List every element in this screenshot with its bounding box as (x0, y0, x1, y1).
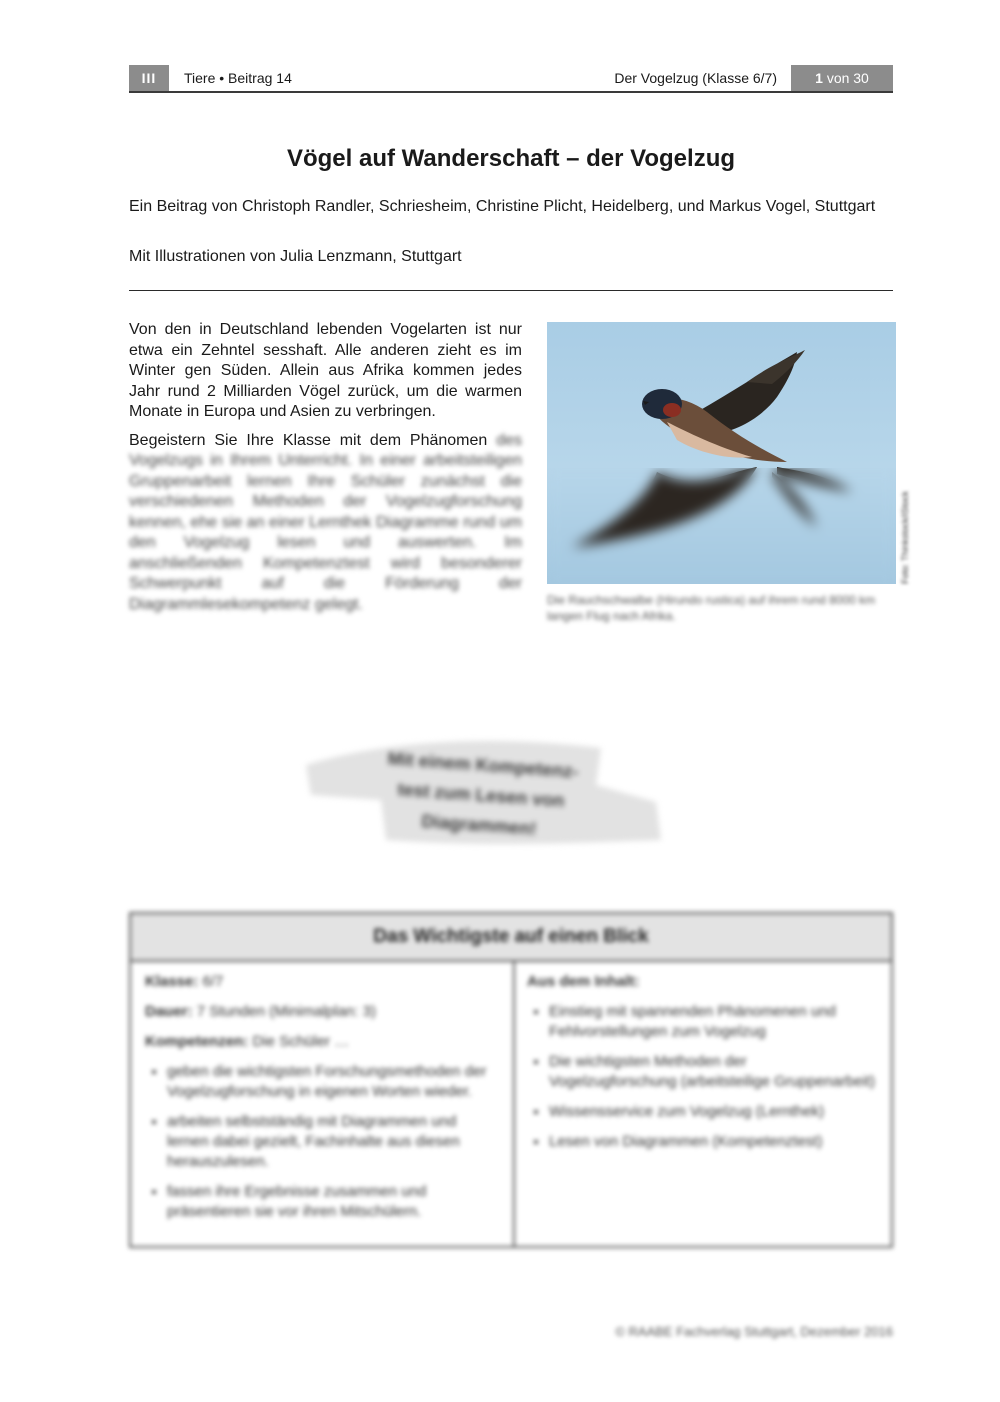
column-divider (513, 962, 515, 1248)
banner-line-1: Mit einem Kompetenz- (387, 748, 580, 782)
header-subject: Tiere • Beitrag 14 (184, 70, 292, 86)
overview-right-column (527, 972, 877, 1162)
page-header (129, 65, 893, 93)
kompetenzen-label: Kompetenzen: (145, 1033, 249, 1050)
kompetenzen-list (145, 1062, 495, 1222)
intro-paragraph-2-blurred: des Vogelzugs in Ihrem Unterricht. In einer arbeitsteiligen Gruppenarbeit lernen Ihre Schüler zunächst die verschiedenen Methoden der Vogelzugforschung kennen, ehe sie an einer Lernthek Diagramme rund um den Vogelzug lesen und auswerten. Im anschließenden Kompetenztest wird besonderer Schwerpunkt auf die Förderung der Diagrammlesekompetenz gelegt. (129, 431, 522, 613)
klasse-value: 6/7 (202, 973, 224, 990)
page-indicator (791, 65, 893, 91)
page-current: 1 (815, 70, 823, 86)
banner-line-3: Diagrammen! (420, 810, 537, 839)
inhalt-heading (527, 972, 877, 992)
overview-columns (131, 962, 891, 1248)
overview-heading: Das Wichtigste auf einen Blick (131, 914, 891, 962)
intro-paragraph-2-visible: Begeistern Sie Ihre Klasse mit dem Phänomen (129, 431, 488, 449)
intro-text (129, 320, 522, 623)
klasse-label: Klasse: (145, 973, 199, 990)
article-title: Vögel auf Wanderschaft – der Vogelzug (286, 145, 736, 172)
promo-banner (296, 730, 666, 860)
intro-paragraph-1: Von den in Deutschland lebenden Vogelarten ist nur etwa ein Zehntel sesshaft. Alle anderen zieht es im Winter gen Süden. Allein aus Afrika kommen jedes Jahr rund 2 Milliarden Vögel zurück, um die warmen Monate in Europa und Asien zu verbringen. (129, 321, 522, 420)
overview-left-column (145, 972, 495, 1232)
list-item: • arbeiten selbstständig mit Diagrammen und lernen dabei gezielt, Fachinhalte aus diesen herauszulesen. (167, 1112, 495, 1172)
banner-line-2: test zum Lesen von (396, 779, 566, 811)
list-item: • Einstieg mit spannenden Phänomenen und Fehlvorstellungen zum Vogelzug (549, 1002, 877, 1042)
overview-box (129, 912, 893, 1248)
list-item: • geben die wichtigsten Forschungsmethoden der Vogelzugforschung in eigenen Worten wieder. (167, 1062, 495, 1102)
photo-credit: Foto: Thinkstock/iStock (900, 491, 910, 584)
copyright-footer: © RAABE Fachverlag Stuttgart, Dezember 2016 (615, 1324, 893, 1339)
list-item: • Lesen von Diagrammen (Kompetenztest) (549, 1132, 877, 1152)
inhalt-heading-text: Aus dem Inhalt: (527, 973, 640, 990)
dauer-row (145, 1002, 495, 1022)
photo-blur-overlay (547, 468, 896, 584)
kompetenzen-row (145, 1032, 495, 1052)
article-illustrations: Mit Illustrationen von Julia Lenzmann, Stuttgart (129, 248, 462, 265)
header-document-title: Der Vogelzug (Klasse 6/7) (614, 70, 777, 86)
list-item: • Die wichtigsten Methoden der Vogelzugforschung (arbeitsteilige Gruppenarbeit) (549, 1052, 877, 1092)
kompetenzen-value: Die Schüler … (252, 1033, 350, 1050)
section-badge: III (129, 65, 169, 91)
article-authors: Ein Beitrag von Christoph Randler, Schriesheim, Christine Plicht, Heidelberg, und Markus Vogel, Stuttgart (129, 198, 876, 215)
page-total: von 30 (826, 70, 869, 86)
divider (129, 290, 893, 291)
dauer-label: Dauer: (145, 1003, 193, 1020)
list-item: • fassen ihre Ergebnisse zusammen und präsentieren sie vor ihren Mitschülern. (167, 1182, 495, 1222)
klasse-row (145, 972, 495, 992)
photo-caption: Die Rauchschwalbe (Hirundo rustica) auf ihrem rund 8000 km langen Flug nach Afrika. (547, 593, 876, 623)
swallow-photo (547, 322, 896, 584)
intro-paragraph-2 (129, 431, 522, 616)
list-item: • Wissensservice zum Vogelzug (Lernthek) (549, 1102, 877, 1122)
inhalt-list (527, 1002, 877, 1152)
dauer-value: 7 Stunden (Minimalplan: 3) (196, 1003, 376, 1020)
